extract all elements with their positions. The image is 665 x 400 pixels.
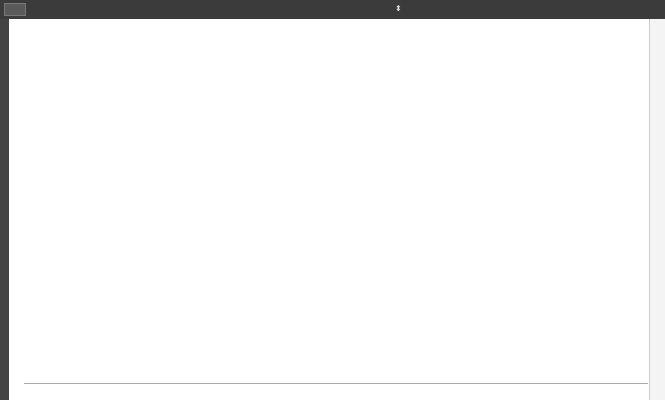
chevron-down-icon[interactable]: ⬍	[395, 4, 402, 13]
co2-chart	[43, 70, 330, 210]
pdf-toolbar	[0, 0, 665, 19]
page-side-notice	[649, 19, 665, 400]
sidebar-toggle-strip[interactable]	[0, 19, 9, 400]
footer-divider	[24, 383, 648, 384]
chart-y-axis-label	[14, 86, 32, 206]
page-number-input[interactable]	[4, 3, 26, 16]
